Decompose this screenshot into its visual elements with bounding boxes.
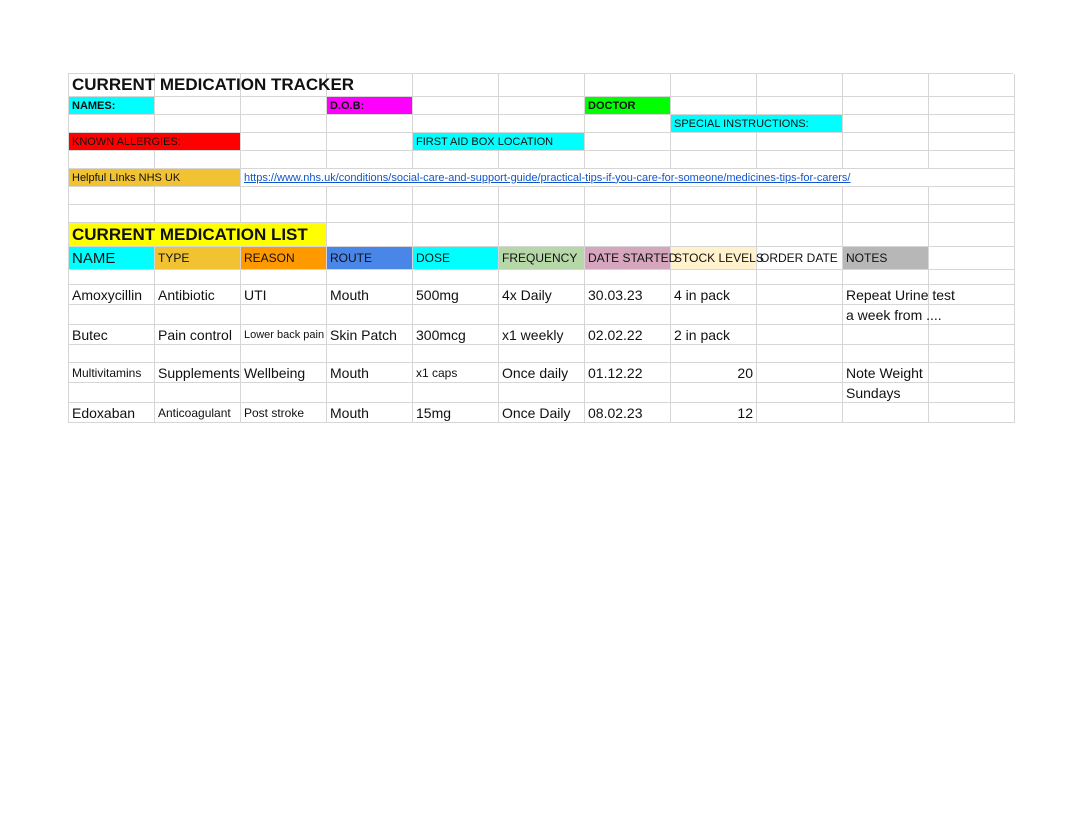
table-row-cell[interactable]: Multivitamins <box>69 363 155 383</box>
tracker-title-cell[interactable] <box>69 74 355 97</box>
dob-value-cell[interactable] <box>413 97 499 115</box>
header-date-started[interactable]: DATE STARTED <box>585 247 671 270</box>
table-row-cell[interactable]: Butec <box>69 325 155 345</box>
table-row-cell[interactable]: Edoxaban <box>69 403 155 423</box>
header-reason[interactable]: REASON <box>241 247 327 270</box>
names-label-cell[interactable] <box>69 97 155 115</box>
nhs-link[interactable]: https://www.nhs.uk/conditions/social-care-and-support-guide/practical-tips-if-you-care-for-someone/medicines-tips-for-carers/ <box>244 171 851 184</box>
doctor-label-cell[interactable] <box>585 97 671 115</box>
header-name[interactable]: NAME <box>69 247 155 270</box>
dob-label: D.O.B: <box>330 99 365 112</box>
table-row-cell[interactable]: Amoxycillin <box>69 285 155 305</box>
header-stock-levels[interactable]: STOCK LEVELS <box>671 247 757 270</box>
doctor-value-cell[interactable] <box>671 97 757 115</box>
header-type[interactable]: TYPE <box>155 247 241 270</box>
header-frequency[interactable]: FREQUENCY <box>499 247 585 270</box>
spreadsheet-grid: CURRENT MEDICATION TRACKER NAMES: D.O.B: DOCTOR SPECIAL INSTRUCTIONS: KNOWN ALLERGIES: FIRST AID BOX LOCATION Helpful LInks NHS UK https://www.nhs.uk/conditions/social-care-and-support-guide/practical-tips-if-you-care-for-someone/medicines-tips-for-carers/ CURRENT MEDICATION LIST NAME TYPE REASON ROUTE DOSE FREQUENCY DATE STARTED STOCK LEVELS ORDER DATE NOTES Amoxycillin Antibiotic UTI Mouth 500mg 4x Daily 30.03.23 4 in pack Repeat Urine test a week from .... Butec Pain control Lower back pain Skin Patch 300mcg x1 weekly 02.02.22 2 in pack Multivitamins Supplements Wellbeing Mouth x1 caps Once daily 01.12.22 20 Note Weight Sundays Edoxaban Anticoagulant Post stroke Mouth 15mg Once Daily 08.02.23 12 <box>68 73 1013 423</box>
dob-label-cell[interactable] <box>327 97 413 115</box>
helpful-links-label-cell[interactable] <box>69 169 241 187</box>
known-allergies-label-cell[interactable] <box>69 133 241 151</box>
names-value-cell[interactable] <box>155 97 241 115</box>
helpful-link-cell[interactable] <box>241 169 1015 187</box>
header-order-date[interactable]: ORDER DATE <box>757 247 843 270</box>
header-notes[interactable]: NOTES <box>843 247 929 270</box>
names-label: NAMES: <box>72 99 116 112</box>
special-instructions-label: SPECIAL INSTRUCTIONS: <box>674 117 809 130</box>
list-title-cell[interactable] <box>69 223 327 247</box>
header-dose[interactable]: DOSE <box>413 247 499 270</box>
tracker-title: CURRENT MEDICATION TRACKER <box>72 75 355 94</box>
special-instructions-label-cell[interactable] <box>671 115 843 133</box>
list-title: CURRENT MEDICATION LIST <box>72 224 308 244</box>
helpful-links-label: Helpful LInks NHS UK <box>72 171 181 184</box>
known-allergies-label: KNOWN ALLERGIES: <box>72 135 181 148</box>
first-aid-label: FIRST AID BOX LOCATION <box>416 135 554 148</box>
first-aid-label-cell[interactable] <box>413 133 585 151</box>
doctor-label: DOCTOR <box>588 99 636 112</box>
header-route[interactable]: ROUTE <box>327 247 413 270</box>
